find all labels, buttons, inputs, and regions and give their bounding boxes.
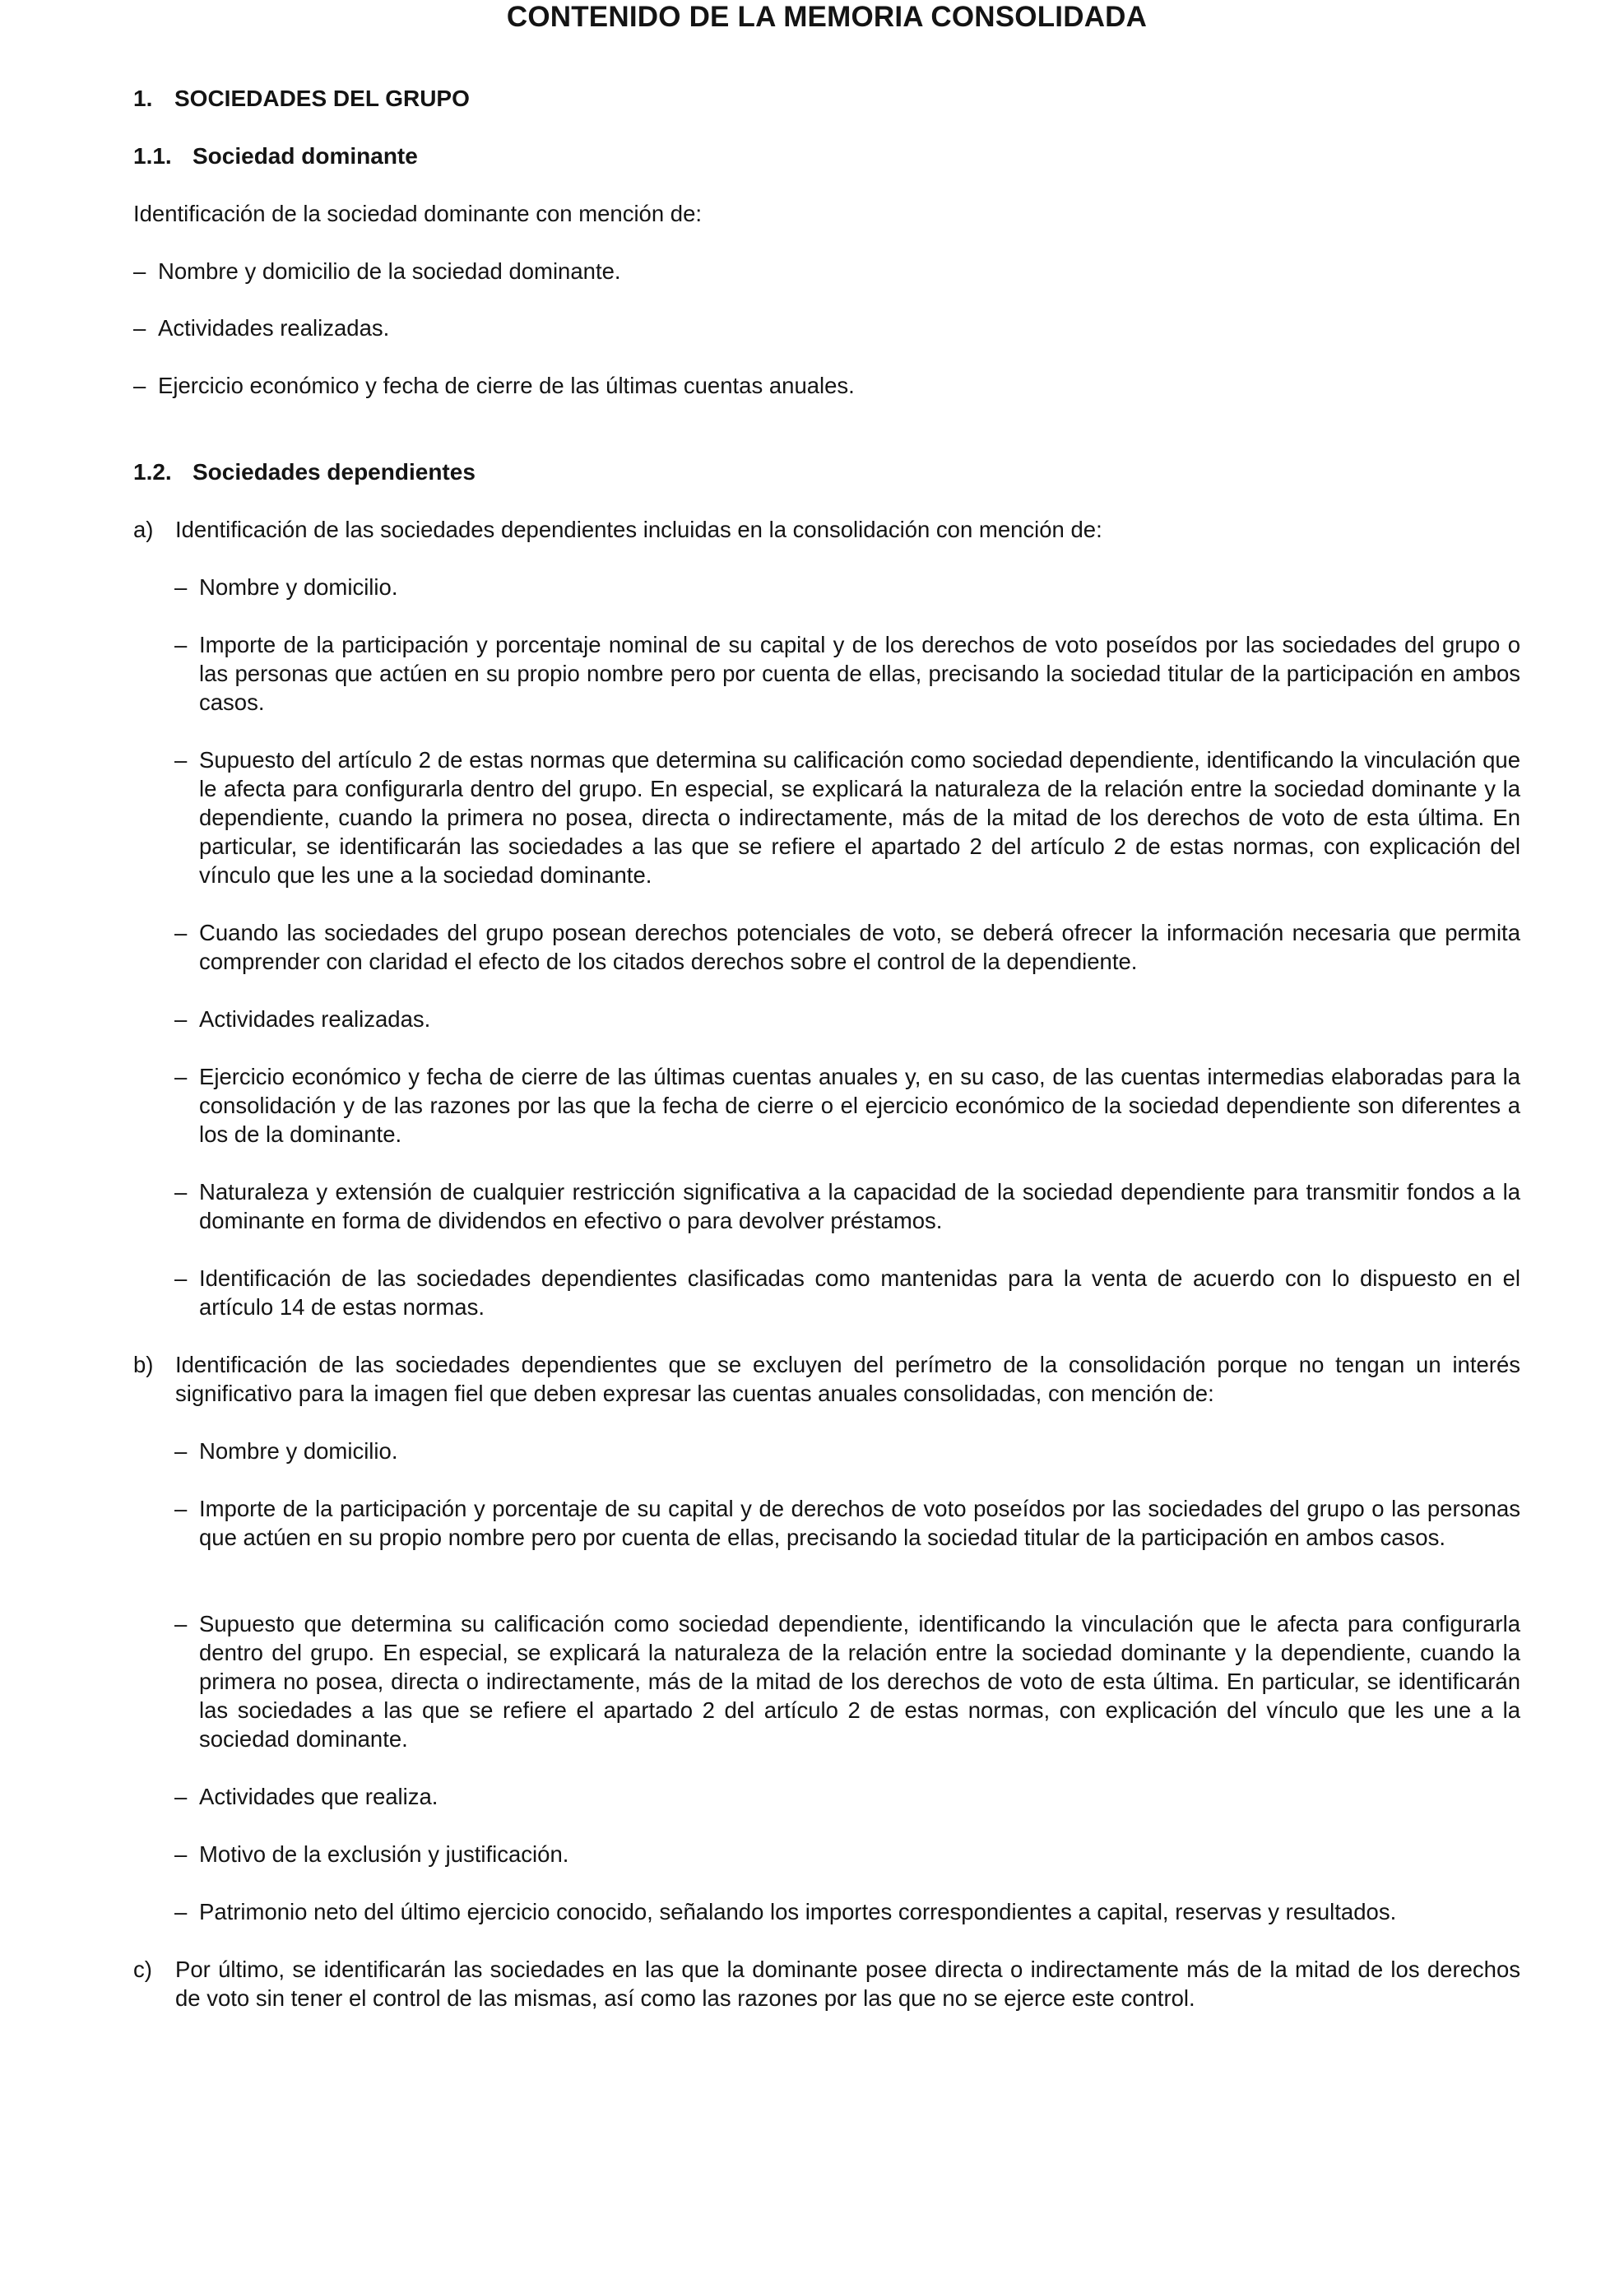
section-1-heading	[133, 84, 470, 113]
item-a-text: Identificación de las sociedades dependientes incluidas en la consolidación con mención de:	[175, 517, 1102, 542]
list-item: – Importe de la participación y porcentaje de su capital y de derechos de voto poseídos por las sociedades del grupo o las personas que actúen en su propio nombre pero por cuenta de ellas, precisando la sociedad titular de la participación en ambos casos.	[174, 1494, 1520, 1552]
section-1-2-title: Sociedades dependientes	[193, 459, 476, 485]
section-1-1-heading	[133, 142, 418, 170]
section-1-2-heading	[133, 457, 476, 486]
list-item: – Motivo de la exclusión y justificación.	[174, 1840, 1520, 1869]
item-c-label: c)	[133, 1957, 152, 1982]
list-item: – Cuando las sociedades del grupo posean derechos potenciales de voto, se deberá ofrecer la información necesaria que permita comprender con claridad el efecto de los citados derechos sobre el control de la dependiente.	[174, 918, 1520, 976]
item-b	[133, 1350, 1520, 1408]
list-item: – Importe de la participación y porcentaje nominal de su capital y de los derechos de voto poseídos por las sociedades del grupo o las personas que actúen en su propio nombre pero por cuenta de ellas, precisando la sociedad titular de la participación en ambos casos.	[174, 630, 1520, 717]
list-item: – Supuesto que determina su calificación como sociedad dependiente, identificando la vinculación que le afecta para configurarla dentro del grupo. En especial, se explicará la naturaleza de la relación entre la sociedad dominante y la dependiente, cuando la primera no posea, directa o indirectamente, más de la mitad de los derechos de voto de esta última. En particular, se identificarán las sociedades a las que se refiere el apartado 2 del artículo 2 de estas normas, con explicación del vínculo que les une a la sociedad dominante.	[174, 1609, 1520, 1753]
list-item: – Nombre y domicilio.	[174, 1437, 1520, 1465]
item-c	[133, 1955, 1520, 2012]
list-item: – Patrimonio neto del último ejercicio conocido, señalando los importes correspondientes a capital, reservas y resultados.	[174, 1897, 1520, 1926]
list-item: – Nombre y domicilio.	[174, 573, 1520, 601]
document-title: CONTENIDO DE LA MEMORIA CONSOLIDADA	[506, 1, 1148, 33]
list-item: – Naturaleza y extensión de cualquier restricción significativa a la capacidad de la sociedad dependiente para transmitir fondos a la dominante en forma de dividendos en efectivo o para devolver préstamos.	[174, 1177, 1520, 1235]
list-item: – Actividades que realiza.	[174, 1782, 1520, 1811]
item-a-label: a)	[133, 517, 154, 542]
item-c-text: Por último, se identificarán las sociedades en las que la dominante posee directa o indirectamente más de la mitad de los derechos de voto sin tener el control de las mismas, así como las razones por las que no se ejerce este control.	[175, 1957, 1520, 2011]
list-item: – Identificación de las sociedades dependientes clasificadas como mantenidas para la venta de acuerdo con lo dispuesto en el artículo 14 de estas normas.	[174, 1264, 1520, 1321]
section-1-2-number: 1.2.	[133, 459, 172, 485]
item-b-label: b)	[133, 1352, 154, 1377]
section-1-1-title: Sociedad dominante	[193, 143, 418, 169]
item-b-text: Identificación de las sociedades dependientes que se excluyen del perímetro de la consolidación porque no tengan un interés significativo para la imagen fiel que deben expresar las cuentas anuales consolidadas, con mención de:	[175, 1352, 1520, 1406]
section-1-title: SOCIEDADES DEL GRUPO	[174, 86, 470, 111]
list-item: – Ejercicio económico y fecha de cierre de las últimas cuentas anuales y, en su caso, de las cuentas intermedias elaboradas para la consolidación y de las razones por las que la fecha de cierre o el ejercicio económico de la sociedad dependiente son diferentes a los de la dominante.	[174, 1062, 1520, 1149]
list-item: – Nombre y domicilio de la sociedad dominante.	[133, 257, 1520, 286]
section-1-1-intro: Identificación de la sociedad dominante con mención de:	[133, 201, 703, 226]
list-item: – Supuesto del artículo 2 de estas normas que determina su calificación como sociedad dependiente, identificando la vinculación que le afecta para configurarla dentro del grupo. En especial, se explicará la naturaleza de la relación entre la sociedad dominante y la dependiente, cuando la primera no posea, directa o indirectamente, más de la mitad de los derechos de voto de esta última. En particular, se identificarán las sociedades a las que se refiere el apartado 2 del artículo 2 de estas normas, con explicación del vínculo que les une a la sociedad dominante.	[174, 745, 1520, 889]
item-a	[133, 515, 1520, 544]
section-1-number: 1.	[133, 86, 153, 111]
list-item: – Ejercicio económico y fecha de cierre de las últimas cuentas anuales.	[133, 371, 1520, 400]
list-item: – Actividades realizadas.	[133, 313, 1520, 342]
list-item: – Actividades realizadas.	[174, 1005, 1520, 1033]
section-1-1-number: 1.1.	[133, 143, 172, 169]
